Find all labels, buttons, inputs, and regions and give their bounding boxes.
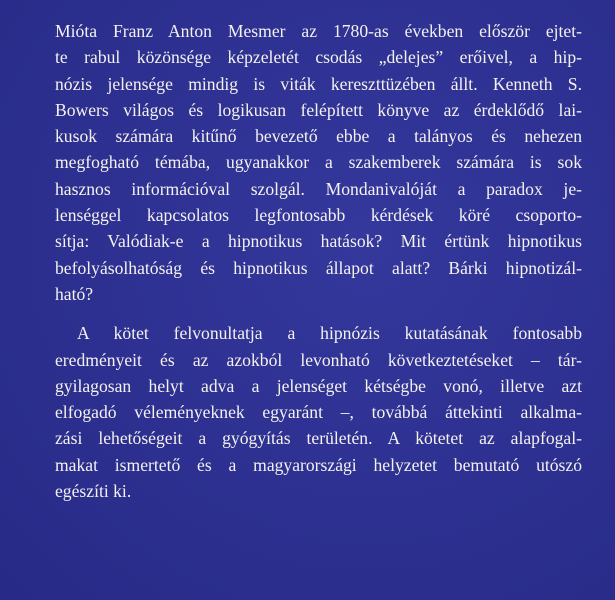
text-line: hasznos információval szolgál. Mondanivalóját a paradox je- <box>55 178 582 199</box>
blurb-text <box>55 18 582 504</box>
text-line: egészíti ki. <box>55 481 132 502</box>
paragraph-2 <box>55 320 582 504</box>
text-line: elfogadó véleményeknek egyaránt –, továbbá áttekinti alkalma- <box>55 402 582 423</box>
paragraph-1 <box>55 18 582 307</box>
paragraph-spacer <box>55 307 582 320</box>
text-line: eredményeit és az azokból levonható következtetéseket – tár- <box>55 349 582 370</box>
text-line: kusok számára kitűnő bevezető ebbe a talányos és nehezen <box>55 126 582 147</box>
text-line: makat ismertető és a magyarországi helyzetet bemutató utószó <box>55 454 582 475</box>
text-line: befolyásolhatóság és hipnotikus állapot alatt? Bárki hipnotizál- <box>55 257 582 278</box>
text-line: Bowers világos és logikusan felépített könyve az érdeklődő lai- <box>55 99 582 120</box>
text-line: lenséggel kapcsolatos legfontosabb kérdések köré csoporto- <box>55 205 582 226</box>
text-line: gyilagosan helyt adva a jelenséget kétségbe vonó, illetve azt <box>55 375 582 396</box>
text-line: sítja: Valódiak-e a hipnotikus hatások? Mit értünk hipnotikus <box>55 231 582 252</box>
text-line: Mióta Franz Anton Mesmer az 1780-as években először ejtet- <box>55 21 582 41</box>
text-line: nózis jelensége mindig is viták kereszttüzében állt. Kenneth S. <box>55 73 582 94</box>
text-line: ható? <box>55 283 94 304</box>
text-line: megfogható témába, ugyanakkor a szakemberek számára is sok <box>55 152 582 173</box>
text-line: te rabul közönsége képzeletét csodás „delejes” erőivel, a hip- <box>55 47 582 68</box>
text-line: A kötet felvonultatja a hipnózis kutatásának fontosabb <box>77 323 582 344</box>
text-line: zási lehetőségeit a gyógyítás területén. A kötetet az alapfogal- <box>55 428 582 449</box>
